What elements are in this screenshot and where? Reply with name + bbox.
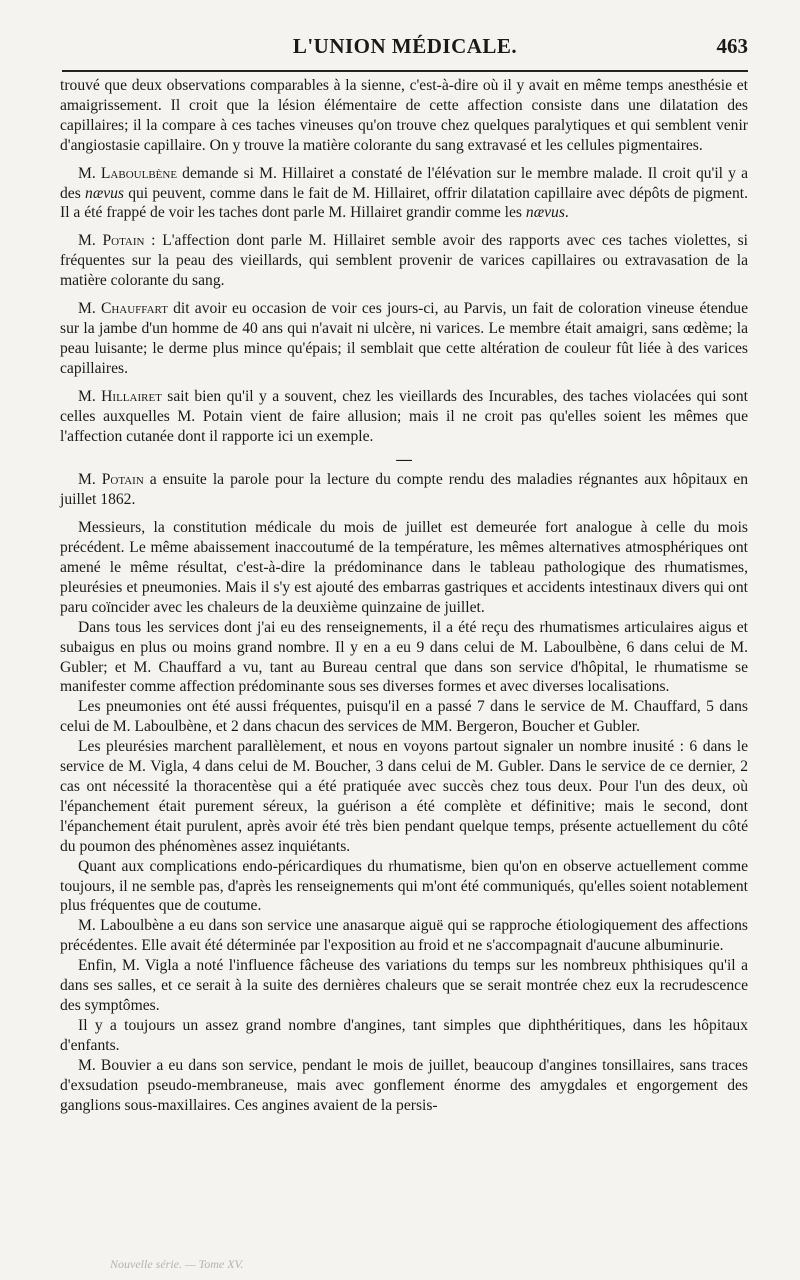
- paragraph: Enfin, M. Vigla a noté l'influence fâcheuse des variations du temps sur les nombreux phthisiques qu'il a dans ses salles, et ce serait à la suite des dernières chaleurs que se serait montrée chez eux la recrudescence des symptômes.: [60, 957, 748, 1014]
- section-separator: —: [396, 451, 412, 469]
- paragraph: Les pleurésies marchent parallèlement, et nous en voyons partout signaler un nombre inusité : 6 dans le service de M. Vigla, 4 dans celui de M. Boucher, 3 dans celui de M. Gubler. Dans le service de ce dernier, 2 cas ont nécessité la thoracentèse qui a été pratiquée avec succès chez tous deux. Pour l'un des deux, où l'épanchement était purement séreux, la guérison a été complète et définitive; mais le second, dont l'épanchement était purulent, après avoir été très bien pendant quelque temps, présente actuellement du côté du poumon des phénomènes assez inquiétants.: [60, 738, 748, 855]
- paragraph-text: demande si M. Hillairet a constaté de l'élévation sur le membre malade. Il croit qu'il y a des: [60, 164, 749, 202]
- paragraph: [60, 387, 748, 447]
- paragraph: [60, 299, 748, 379]
- speaker-name: M. Hillairet: [78, 387, 162, 405]
- paragraph: [60, 470, 748, 510]
- paragraph: trouvé que deux observations comparables à la sienne, c'est-à-dire où il y avait en même temps anesthésie et amaigrissement. Il croit que la lésion élémentaire de cette affection consiste dans une dilatation des capillaires; il la compare à ces taches vineuses qu'on trouve chez quelques paralytiques et qui semblent venir d'angiostasie capillaire. On y trouve la matière colorante du sang extravasé et les cellules pigmentaires.: [60, 77, 748, 154]
- journal-title: L'UNION MÉDICALE.: [292, 34, 518, 58]
- paragraph: M. Bouvier a eu dans son service, pendant le mois de juillet, beaucoup d'angines tonsillaires, sans traces d'exsudation pseudo-membraneuse, mais avec gonflement énorme des amygdales et engorgement des ganglions sous-maxillaires. Ces angines avaient de la persis-: [60, 1056, 748, 1114]
- page-footer-signature: Nouvelle série. — Tome XV.: [110, 1257, 244, 1271]
- speaker-name: M. Chauffart: [78, 300, 168, 318]
- paragraph-text: sait bien qu'il y a souvent, chez les vieillards des Incurables, des taches violacées qui sont celles auxquelles M. Potain vient de faire allusion; mais il ne croit pas qu'elles soient les mêmes que l'affection cutanée dont il rapporte ici un exemple.: [60, 387, 748, 445]
- paragraph: Il y a toujours un assez grand nombre d'angines, tant simples que diphthéritiques, dans les hôpitaux d'enfants.: [60, 1016, 748, 1054]
- speaker-name: M. Potain: [78, 471, 144, 489]
- page-number: 463: [716, 34, 748, 58]
- paragraph: [60, 231, 748, 291]
- page-header: [62, 30, 748, 66]
- paragraph: Messieurs, la constitution médicale du mois de juillet est demeurée fort analogue à celle du mois précédent. Le même abaissement inaccoutumé de la température, les mêmes alternatives atmosphériques ont amené le même résultat, c'est-à-dire la prédominance dans le tableau pathologique des rhumatismes, pleurésies et pneumonies. Mais il s'y est ajouté des embarras gastriques et accidents intestinaux divers qui ont paru coïncider avec les chaleurs de la deuxième quinzaine de juillet.: [60, 519, 748, 616]
- header-rule: [62, 70, 748, 72]
- speaker-name: M. Potain: [78, 232, 145, 250]
- paragraph: Les pneumonies ont été aussi fréquentes, puisqu'il en a passé 7 dans le service de M. Chauffard, 5 dans celui de M. Laboulbène, et 2 dans chacun des services de MM. Bergeron, Boucher et Gubler.: [60, 698, 748, 736]
- paragraph-text: : L'affection dont parle M. Hillairet semble avoir des rapports avec ces taches violettes, si fréquentes sur la peau des vieillards, qui semblent provenir de varices capillaires ou extravasation de la matière colorante du sang.: [60, 232, 748, 290]
- paragraph-text: dit avoir eu occasion de voir ces jours-ci, au Parvis, un fait de coloration vineuse étendue sur la jambe d'un homme de 40 ans qui n'avait ni ulcère, ni varices. Le membre était amaigri, sans œdème; la peau luisante; le derme plus mince qu'épais; il semblait que cette altération de couleur fût liée à des varices capillaires.: [60, 300, 749, 377]
- speaker-name: M. Laboulbène: [78, 164, 178, 182]
- paragraph-text: .: [564, 204, 569, 222]
- article-body: [60, 76, 748, 1115]
- paragraph: M. Laboulbène a eu dans son service une anasarque aiguë qui se rapproche étiologiquement des affections précédentes. Elle avait été déterminée par l'exposition au froid et ne s'accompagnait d'aucune albuminurie.: [60, 917, 748, 955]
- italic-term: nævus: [85, 184, 124, 202]
- paragraph: Quant aux complications endo-péricardiques du rhumatisme, bien qu'on en observe actuellement comme toujours, il ne semble pas, d'après les renseignements qui m'ont été communiqués, qu'elles soient notablement plus fréquentes que de coutume.: [60, 857, 748, 915]
- italic-term: nævus: [525, 204, 565, 222]
- paragraph: Dans tous les services dont j'ai eu des renseignements, il a été reçu des rhumatismes articulaires aigus et subaigus en plus ou moins grand nombre. Il y en a eu 9 dans celui de M. Laboulbène, 6 dans celui de M. Gubler; et M. Chauffard a vu, tant au Bureau central que dans son service d'hôpital, le rhumatisme se manifester comme affection prédominante sous ses diverses formes et avec diverses localisations.: [60, 618, 748, 696]
- paragraph: [60, 164, 748, 224]
- paragraph-text: qui peuvent, comme dans le fait de M. Hillairet, offrir dilatation capillaire avec dépôts de pigment. Il a été frappé de voir les taches dont parle M. Hillairet grandir comme les: [60, 184, 749, 222]
- paragraph-text: a ensuite la parole pour la lecture du compte rendu des maladies régnantes aux hôpitaux en juillet 1862.: [60, 471, 748, 509]
